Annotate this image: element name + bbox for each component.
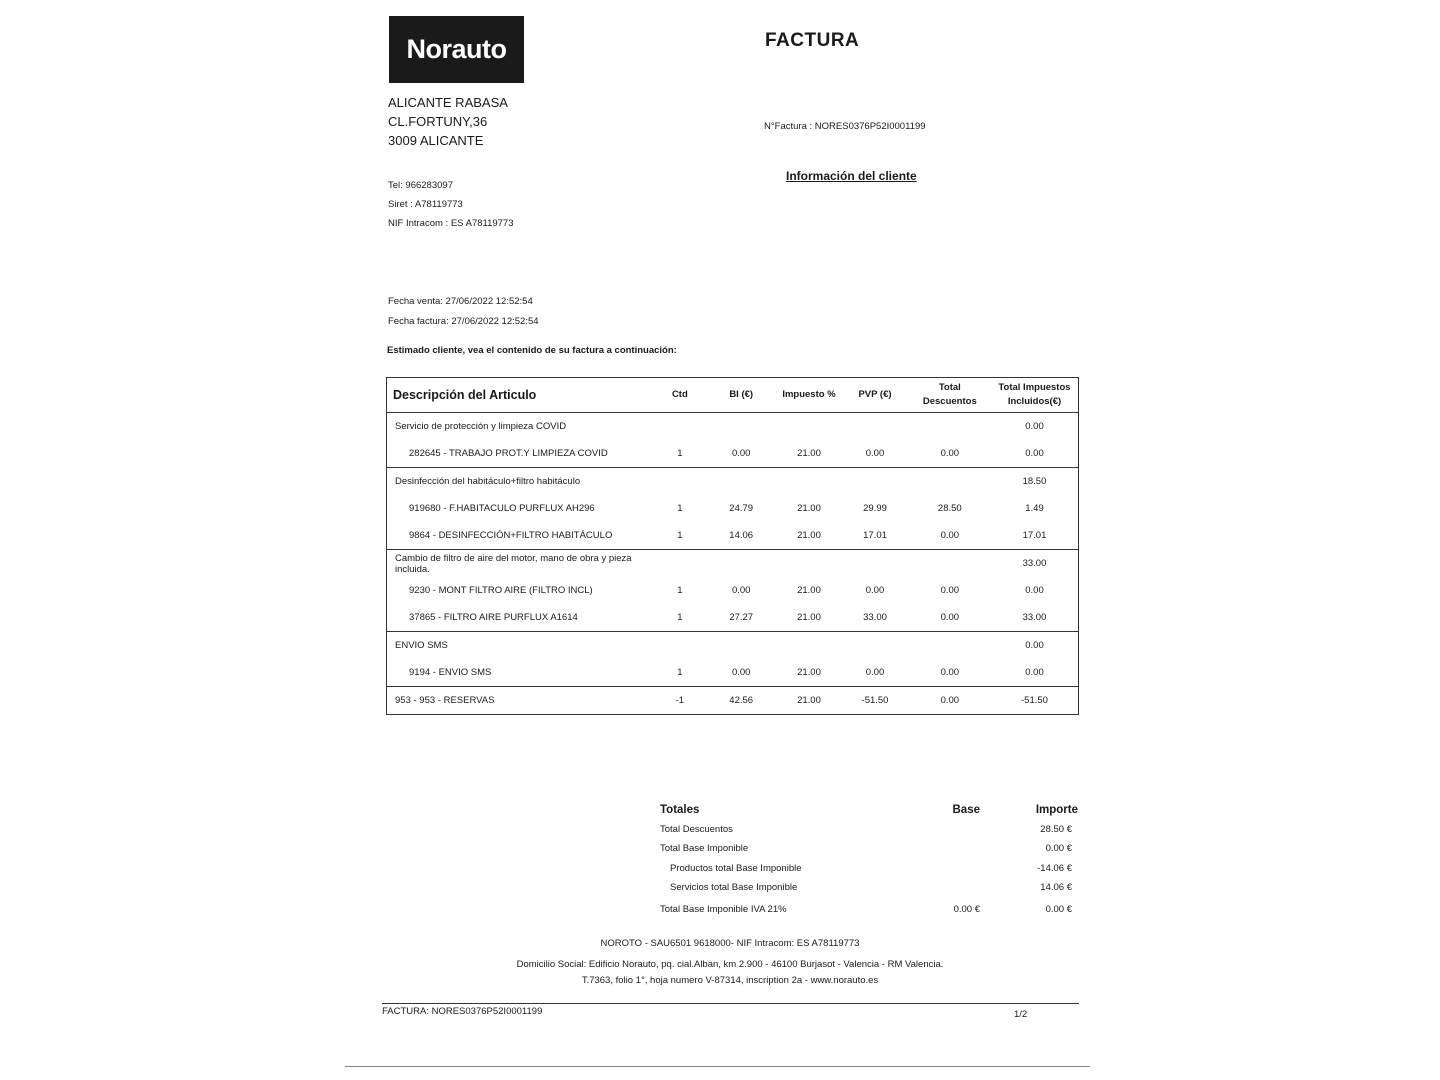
table-row — [387, 495, 1079, 522]
cell-total: 0.00 — [991, 632, 1079, 660]
table-row — [387, 550, 1079, 578]
store-nif: NIF Intracom : ES A78119773 — [388, 218, 514, 229]
store-name: ALICANTE RABASA — [388, 95, 508, 110]
table-header-row — [387, 378, 1079, 413]
cell-total: 33.00 — [1022, 612, 1047, 623]
cell-disc: 0.00 — [940, 448, 960, 459]
totals-label: Productos total Base Imponible — [670, 862, 802, 874]
cell-pvp — [841, 413, 908, 441]
cell-tax: 21.00 — [797, 448, 821, 459]
cell-desc: Cambio de filtro de aire del motor, mano de obra y pieza incluida. — [387, 550, 654, 578]
sale-date: Fecha venta: 27/06/2022 12:52:54 — [388, 296, 533, 307]
cell-disc: 0.00 — [940, 585, 960, 596]
cell-unit — [706, 632, 777, 660]
document-title: FACTURA — [765, 30, 860, 51]
header-description: Descripción del Articulo — [387, 378, 654, 413]
table-row — [387, 687, 1079, 715]
store-siret: Siret : A78119773 — [388, 199, 463, 210]
cell-qty: 1 — [677, 503, 683, 514]
totals-base-header: Base — [952, 804, 980, 816]
footer-divider — [382, 1003, 1079, 1004]
logo-text: Norauto — [406, 34, 507, 64]
cell-qty — [654, 468, 706, 496]
header-qty: Ctd — [654, 378, 706, 413]
cell-pvp: 0.00 — [865, 667, 885, 678]
cell-pvp — [841, 468, 908, 496]
totals-amount-header: Importe — [1035, 804, 1078, 816]
totals-row — [660, 882, 1080, 902]
cell-desc: Servicio de protección y limpieza COVID — [395, 421, 567, 432]
cell-unit: 0.00 — [731, 448, 751, 459]
cell-qty: 1 — [677, 667, 683, 678]
totals-label: Total Base Imponible — [660, 843, 749, 854]
cell-pvp: 0.00 — [865, 448, 885, 459]
totals-label: Total Base Imponible IVA 21% — [660, 903, 787, 915]
table-row — [387, 577, 1079, 604]
table-row — [387, 440, 1079, 468]
table-row — [387, 659, 1079, 687]
cell-tax — [777, 413, 842, 441]
cell-qty: 1 — [677, 585, 683, 596]
cell-pvp — [841, 632, 908, 660]
totals-row — [660, 904, 1080, 924]
header-pvp: PVP (€) — [841, 378, 908, 413]
table-row — [387, 522, 1079, 550]
cell-unit — [706, 413, 777, 441]
cell-unit: 24.79 — [729, 503, 754, 514]
cell-disc — [909, 632, 991, 660]
totals-row — [660, 824, 1080, 844]
cell-desc: 282645 - TRABAJO PROT.Y LIMPIEZA COVID — [409, 448, 608, 459]
cell-total: 33.00 — [991, 550, 1079, 578]
cell-disc: 0.00 — [940, 530, 960, 541]
store-street: CL.FORTUNY,36 — [388, 114, 488, 129]
header-tax: Impuesto % — [777, 378, 842, 413]
page-number: 1/2 — [1014, 1009, 1028, 1020]
norauto-logo — [389, 16, 524, 83]
footer-invoice-ref: FACTURA: NORES0376P52I0001199 — [382, 1006, 543, 1017]
totals-label: Servicios total Base Imponible — [670, 882, 798, 893]
cell-disc: 0.00 — [909, 687, 991, 715]
cell-desc: 37865 - FILTRO AIRE PURFLUX A1614 — [409, 612, 578, 623]
cell-pvp: -51.50 — [841, 687, 908, 715]
cell-total: 18.50 — [991, 468, 1079, 496]
header-total: Total Impuestos Incluidos(€) — [991, 378, 1079, 413]
cell-total: 0.00 — [1025, 667, 1044, 678]
cell-total: 0.00 — [1025, 421, 1044, 432]
cell-unit: 27.27 — [729, 612, 754, 623]
cell-desc: Desinfección del habitáculo+filtro habitáculo — [387, 468, 654, 496]
cell-unit: 0.00 — [731, 585, 751, 596]
cell-qty: 1 — [677, 448, 683, 459]
totals-amount: -14.06 € — [1037, 862, 1072, 874]
table-row — [387, 604, 1079, 632]
cell-pvp: 33.00 — [863, 612, 887, 623]
totals-section — [660, 804, 1080, 923]
store-city: 3009 ALICANTE — [388, 133, 484, 148]
totals-amount: 28.50 € — [1040, 823, 1072, 835]
cell-disc: 0.00 — [940, 667, 960, 678]
cell-unit: 14.06 — [729, 530, 754, 541]
footer-registry-line: T.7363, folio 1°, hoja numero V-87314, inscription 2a - www.norauto.es — [581, 975, 879, 986]
cell-qty: 1 — [677, 530, 683, 541]
items-table — [386, 377, 1079, 715]
cell-tax: 21.00 — [797, 585, 821, 596]
cell-tax: 21.00 — [797, 530, 821, 541]
page-bottom-edge — [345, 1066, 1090, 1067]
cell-total: 0.00 — [1025, 585, 1044, 596]
cell-unit: 42.56 — [706, 687, 777, 715]
cell-pvp — [841, 550, 908, 578]
cell-pvp: 29.99 — [863, 503, 887, 514]
store-phone: Tel: 966283097 — [388, 180, 453, 191]
cell-desc: 9194 - ENVIO SMS — [409, 667, 492, 678]
cell-desc: 9864 - DESINFECCIÓN+FILTRO HABITÁCULO — [409, 530, 613, 541]
cell-total: 17.01 — [1022, 530, 1047, 541]
cell-qty: -1 — [654, 687, 706, 715]
cell-qty — [654, 550, 706, 578]
client-info-heading: Información del cliente — [786, 169, 917, 183]
cell-disc: 0.00 — [940, 612, 960, 623]
cell-disc — [909, 413, 991, 441]
cell-disc — [909, 468, 991, 496]
cell-total: -51.50 — [991, 687, 1079, 715]
table-row — [387, 468, 1079, 496]
header-unit-price: BI (€) — [706, 378, 777, 413]
cell-desc: 919680 - F.HABITACULO PURFLUX AH296 — [409, 503, 595, 514]
cell-total: 1.49 — [1025, 503, 1044, 514]
totals-header-row — [660, 804, 1080, 824]
table-row — [387, 413, 1079, 441]
cell-tax: 21.00 — [777, 687, 842, 715]
cell-qty — [654, 413, 706, 441]
totals-amount: 0.00 € — [1045, 903, 1072, 915]
cell-total: 0.00 — [1025, 448, 1044, 459]
intro-text: Estimado cliente, vea el contenido de su factura a continuación: — [387, 345, 677, 356]
invoice-date: Fecha factura: 27/06/2022 12:52:54 — [388, 316, 539, 327]
totals-base: 0.00 € — [953, 903, 980, 915]
totals-row — [660, 863, 1080, 883]
totals-amount: 0.00 € — [1045, 843, 1072, 854]
footer-address-line: Domicilio Social: Edificio Norauto, pq. cial.Alban, km 2.900 - 46100 Burjasot - Valencia - RM Valencia. — [516, 959, 944, 970]
header-discounts: Total Descuentos — [909, 378, 991, 413]
cell-tax — [777, 468, 842, 496]
cell-tax — [777, 550, 842, 578]
cell-desc: ENVIO SMS — [387, 632, 654, 660]
table-row — [387, 632, 1079, 660]
cell-tax: 21.00 — [797, 667, 821, 678]
cell-unit — [706, 550, 777, 578]
cell-tax — [777, 632, 842, 660]
cell-desc: 9230 - MONT FILTRO AIRE (FILTRO INCL) — [409, 585, 593, 596]
cell-unit: 0.00 — [731, 667, 751, 678]
cell-qty: 1 — [677, 612, 683, 623]
cell-disc — [909, 550, 991, 578]
totals-amount: 14.06 € — [1040, 882, 1072, 893]
cell-disc: 28.50 — [937, 503, 962, 514]
invoice-number: N°Factura : NORES0376P52I0001199 — [764, 121, 926, 132]
cell-tax: 21.00 — [797, 503, 821, 514]
totals-row — [660, 843, 1080, 863]
totals-label: Total Descuentos — [660, 823, 733, 835]
cell-qty — [654, 632, 706, 660]
totals-title: Totales — [660, 804, 700, 816]
cell-pvp: 17.01 — [863, 530, 887, 541]
cell-pvp: 0.00 — [865, 585, 885, 596]
cell-unit — [706, 468, 777, 496]
cell-tax: 21.00 — [797, 612, 821, 623]
cell-desc: 953 - 953 - RESERVAS — [387, 687, 654, 715]
footer-company-line: NOROTO - SAU6501 9618000- NIF Intracom: ES A78119773 — [600, 938, 860, 949]
